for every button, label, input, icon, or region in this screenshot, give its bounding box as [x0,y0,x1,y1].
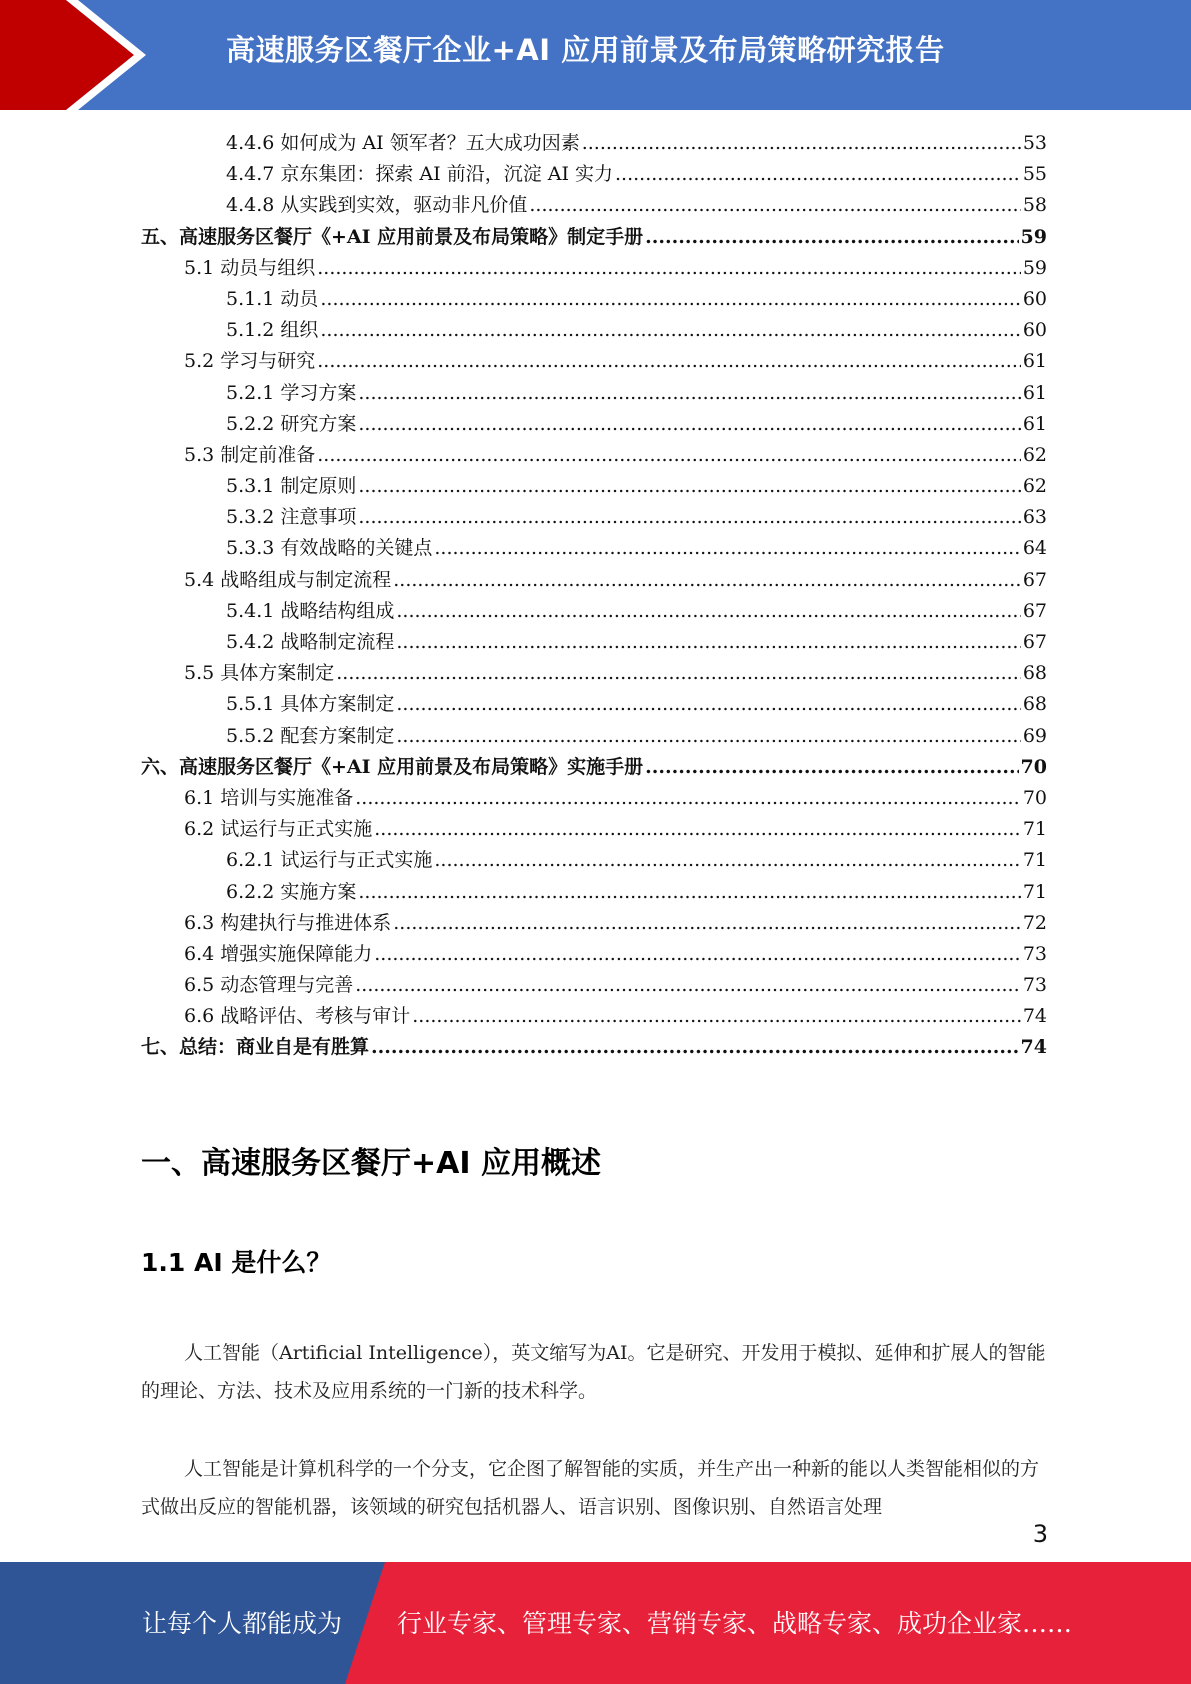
toc-entry-title: 5.3.2 注意事项 [226,506,357,529]
toc-entry[interactable] [141,1032,1047,1063]
toc-entry[interactable] [141,658,1047,689]
toc-leader-dots [374,814,1021,845]
toc-leader-dots [358,877,1020,908]
toc-entry-page: 60 [1022,319,1047,342]
toc-entry-page: 62 [1022,475,1047,498]
toc-leader-dots [615,159,1021,190]
toc-entry-title: 6.2 试运行与正式实施 [184,818,373,841]
toc-entry-title: 5.5 具体方案制定 [184,662,335,685]
toc-leader-dots [393,908,1021,939]
toc-entry[interactable] [141,378,1047,409]
toc-leader-dots [358,409,1020,440]
toc-entry-page: 63 [1022,506,1047,529]
toc-entry-page: 67 [1022,631,1047,653]
toc-entry-title: 5.5.1 具体方案制定 [226,693,395,716]
toc-entry[interactable] [141,970,1047,1001]
toc-entry-title: 6.4 增强实施保障能力 [184,942,373,965]
page-number: 3 [1032,1520,1048,1548]
toc-leader-dots [355,783,1021,814]
toc-entry-page: 58 [1022,194,1047,217]
toc-entry-title: 5.1 动员与组织 [184,256,316,279]
toc-leader-dots [582,128,1021,159]
toc-leader-dots [645,222,1018,253]
toc-leader-dots [355,970,1021,1001]
toc-entry[interactable] [141,783,1047,814]
header-chevron-icon [0,0,150,110]
toc-entry-title: 5.3.1 制定原则 [226,475,357,498]
toc-leader-dots [317,253,1021,284]
toc-entry-title: 5.3 制定前准备 [184,443,316,466]
toc-entry-page: 70 [1020,755,1047,778]
toc-entry-title: 6.6 战略评估、考核与审计 [184,1005,411,1028]
toc-leader-dots [434,845,1020,876]
toc-entry-page: 53 [1022,132,1047,154]
toc-leader-dots [320,315,1020,346]
toc-entry-title: 6.2.1 试运行与正式实施 [226,849,433,872]
toc-entry-title: 5.1.1 动员 [226,287,319,310]
toc-entry-page: 67 [1022,568,1047,591]
toc-entry-page: 59 [1020,225,1047,248]
toc-entry-page: 68 [1022,662,1047,685]
toc-entry-page: 73 [1022,974,1047,997]
page-header [0,0,1191,110]
toc-entry-title: 6.2.2 实施方案 [226,880,357,903]
toc-entry[interactable] [141,689,1047,720]
toc-entry[interactable] [141,253,1047,284]
toc-entry-page: 73 [1022,942,1047,965]
toc-entry-title: 七、总结：商业自是有胜算 [141,1036,370,1059]
toc-entry-title: 6.5 动态管理与完善 [184,974,354,997]
body-paragraph-1: 人工智能（Artificial Intelligence），英文缩写为AI。它是研究、开发用于模拟、延伸和扩展人的智能的理论、方法、技术及应用系统的一门新的技术科学。 [141,1342,1046,1402]
toc-leader-dots [336,658,1021,689]
body-paragraph-2: 人工智能是计算机科学的一个分支，它企图了解智能的实质，并生产出一种新的能以人类智能相似的方式做出反应的智能机器，该领域的研究包括机器人、语言识别、图像识别、自然语言处理 [141,1458,1040,1518]
toc-leader-dots [374,939,1021,970]
toc-entry[interactable] [141,471,1047,502]
toc-entry[interactable] [141,939,1047,970]
toc-entry[interactable] [141,845,1047,876]
toc-entry-title: 6.1 培训与实施准备 [184,786,354,809]
toc-entry-title: 5.1.2 组织 [226,319,319,342]
header-title: 高速服务区餐厅企业+AI 应用前景及布局策略研究报告 [226,33,945,67]
toc-entry-title: 5.4 战略组成与制定流程 [184,568,392,591]
toc-leader-dots [645,752,1018,783]
toc-entry-page: 62 [1022,443,1047,466]
toc-leader-dots [371,1032,1019,1063]
toc-entry-page: 69 [1022,724,1047,747]
toc-entry[interactable] [141,190,1047,221]
toc-entry-title: 5.4.2 战略制定流程 [226,631,395,653]
toc-leader-dots [434,533,1020,564]
toc-leader-dots [358,378,1020,409]
toc-entry[interactable] [141,627,1047,658]
toc-leader-dots [317,346,1021,377]
toc-entry-title: 5.4.1 战略结构组成 [226,599,395,622]
toc-leader-dots [358,471,1020,502]
toc-entry-page: 61 [1022,412,1047,435]
toc-entry-page: 72 [1022,911,1047,934]
toc-leader-dots [393,565,1021,596]
toc-entry-title: 4.4.7 京东集团：探索 AI 前沿，沉淀 AI 实力 [226,163,613,186]
toc-entry[interactable] [141,721,1047,752]
toc-entry[interactable] [141,565,1047,596]
toc-entry-page: 64 [1022,537,1047,560]
toc-entry-page: 60 [1022,287,1047,310]
toc-entry[interactable] [141,409,1047,440]
toc-entry[interactable] [141,440,1047,471]
toc-entry-page: 61 [1022,381,1047,404]
footer-slogan-left: 让每个人都能成为 [142,1609,343,1638]
toc-entry[interactable] [141,908,1047,939]
toc-entry-title: 5.2.2 研究方案 [226,412,357,435]
toc-entry-page: 67 [1022,599,1047,622]
toc-leader-dots [529,190,1020,221]
toc-leader-dots [317,440,1021,471]
toc-entry-page: 70 [1022,786,1047,809]
toc-entry[interactable] [141,752,1047,783]
toc-entry[interactable] [141,159,1047,190]
table-of-contents [141,128,1047,1064]
toc-leader-dots [396,721,1020,752]
toc-entry[interactable] [141,596,1047,627]
toc-entry-title: 4.4.8 从实践到实效，驱动非凡价值 [226,194,528,217]
footer-slogan-right: 行业专家、管理专家、营销专家、战略专家、成功企业家…… [397,1609,1073,1638]
toc-entry-page: 74 [1022,1005,1047,1028]
toc-entry-title: 5.2.1 学习方案 [226,381,357,404]
page-footer [0,1562,1191,1684]
toc-entry[interactable] [141,814,1047,845]
toc-entry[interactable] [141,533,1047,564]
toc-entry-title: 4.4.6 如何成为 AI 领军者？五大成功因素 [226,132,580,154]
toc-entry[interactable] [141,502,1047,533]
toc-entry[interactable] [141,315,1047,346]
toc-leader-dots [396,627,1020,658]
toc-entry-page: 71 [1022,818,1047,841]
toc-entry-title: 六、高速服务区餐厅《+AI 应用前景及布局策略》实施手册 [141,755,644,778]
toc-leader-dots [396,689,1020,720]
toc-entry-page: 74 [1020,1036,1047,1059]
toc-entry-title: 5.2 学习与研究 [184,350,316,373]
toc-entry-page: 71 [1022,849,1047,872]
toc-entry-title: 5.3.3 有效战略的关键点 [226,537,433,560]
subsection-heading: 1.1 AI 是什么？ [141,1248,332,1277]
toc-entry[interactable] [141,1001,1047,1032]
toc-entry[interactable] [141,128,1047,159]
toc-entry-page: 61 [1022,350,1047,373]
toc-entry[interactable] [141,222,1047,253]
toc-leader-dots [320,284,1020,315]
section-heading: 一、高速服务区餐厅+AI 应用概述 [141,1146,601,1181]
toc-entry-page: 59 [1022,256,1047,279]
toc-entry-page: 71 [1022,880,1047,903]
toc-entry[interactable] [141,877,1047,908]
toc-entry-title: 五、高速服务区餐厅《+AI 应用前景及布局策略》制定手册 [141,225,644,248]
toc-entry-title: 6.3 构建执行与推进体系 [184,911,392,934]
toc-leader-dots [412,1001,1021,1032]
toc-entry[interactable] [141,284,1047,315]
toc-leader-dots [358,502,1020,533]
toc-entry-page: 68 [1022,693,1047,716]
toc-leader-dots [396,596,1020,627]
toc-entry[interactable] [141,346,1047,377]
toc-entry-title: 5.5.2 配套方案制定 [226,724,395,747]
toc-entry-page: 55 [1022,163,1047,186]
